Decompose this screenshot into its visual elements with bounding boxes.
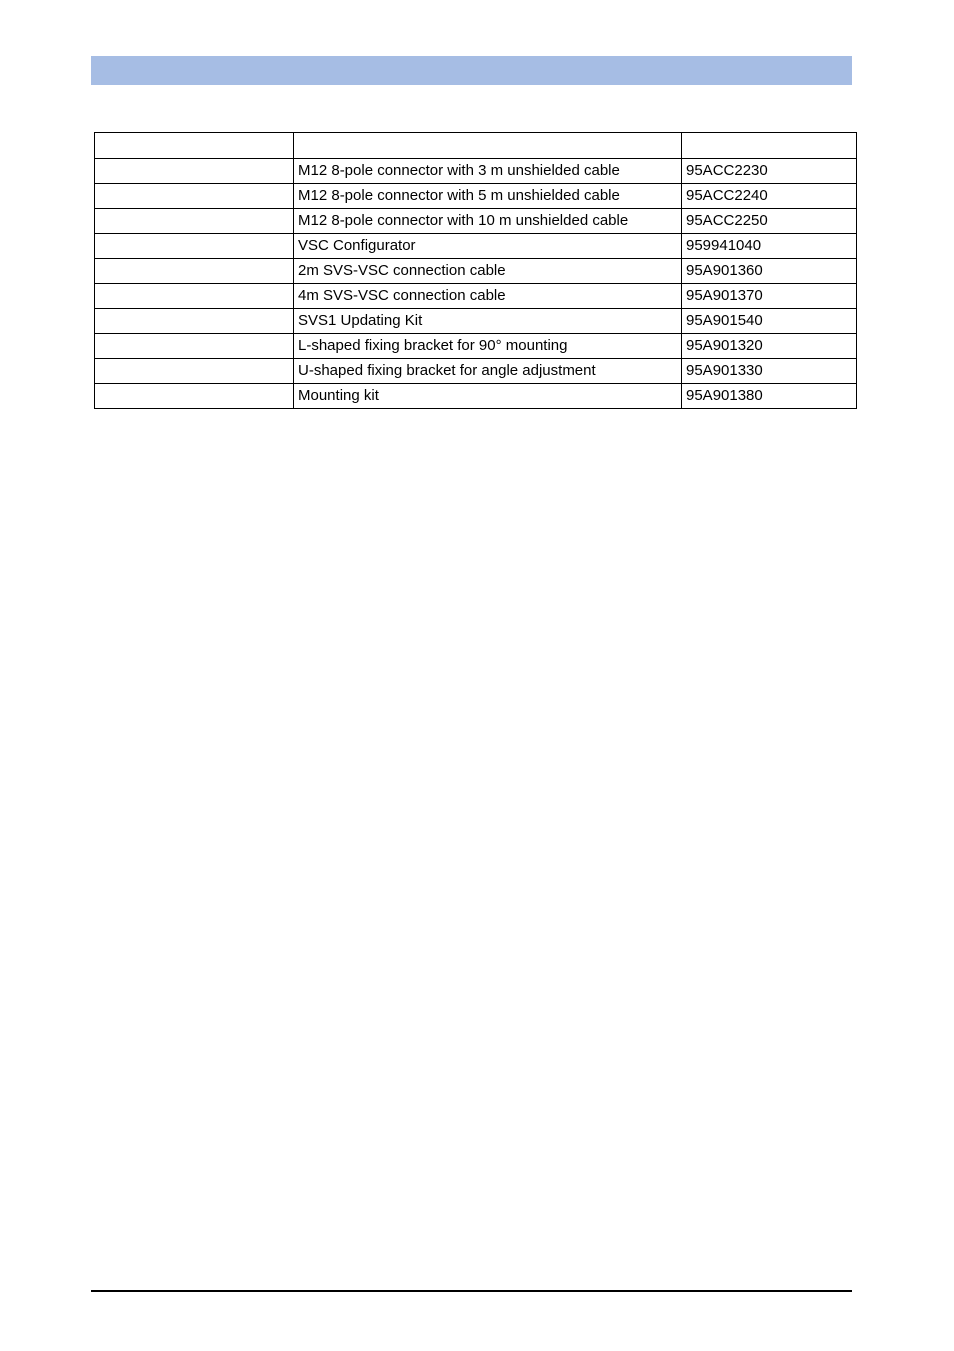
category-cell (95, 359, 294, 384)
code-cell: 95A901540 (682, 309, 857, 334)
code-cell: 95ACC2240 (682, 184, 857, 209)
table-row (95, 184, 857, 209)
description-cell: M12 8-pole connector with 5 m unshielded cable (294, 184, 682, 209)
category-cell (95, 309, 294, 334)
table-row (95, 359, 857, 384)
header-cell-description (294, 133, 682, 159)
code-cell: 95A901320 (682, 334, 857, 359)
description-cell: SVS1 Updating Kit (294, 309, 682, 334)
accessories-table (94, 132, 857, 409)
table-header-row (95, 133, 857, 159)
table-row (95, 234, 857, 259)
code-cell: 959941040 (682, 234, 857, 259)
category-cell (95, 259, 294, 284)
table-row (95, 334, 857, 359)
code-cell: 95A901360 (682, 259, 857, 284)
code-cell: 95ACC2230 (682, 159, 857, 184)
category-cell (95, 334, 294, 359)
category-cell (95, 284, 294, 309)
header-cell-category (95, 133, 294, 159)
category-cell (95, 234, 294, 259)
table-row (95, 259, 857, 284)
footer-rule (91, 1290, 852, 1292)
description-cell: M12 8-pole connector with 3 m unshielded cable (294, 159, 682, 184)
category-cell (95, 209, 294, 234)
code-cell: 95A901330 (682, 359, 857, 384)
table-row (95, 309, 857, 334)
header-band (91, 56, 852, 85)
description-cell: Mounting kit (294, 384, 682, 409)
category-cell (95, 159, 294, 184)
table-row (95, 284, 857, 309)
code-cell: 95ACC2250 (682, 209, 857, 234)
table-row (95, 209, 857, 234)
table-row (95, 384, 857, 409)
code-cell: 95A901370 (682, 284, 857, 309)
description-cell: VSC Configurator (294, 234, 682, 259)
description-cell: 4m SVS-VSC connection cable (294, 284, 682, 309)
header-cell-code (682, 133, 857, 159)
category-cell (95, 184, 294, 209)
table-row (95, 159, 857, 184)
category-cell (95, 384, 294, 409)
description-cell: U-shaped fixing bracket for angle adjustment (294, 359, 682, 384)
code-cell: 95A901380 (682, 384, 857, 409)
description-cell: L-shaped fixing bracket for 90° mounting (294, 334, 682, 359)
description-cell: M12 8-pole connector with 10 m unshielded cable (294, 209, 682, 234)
description-cell: 2m SVS-VSC connection cable (294, 259, 682, 284)
